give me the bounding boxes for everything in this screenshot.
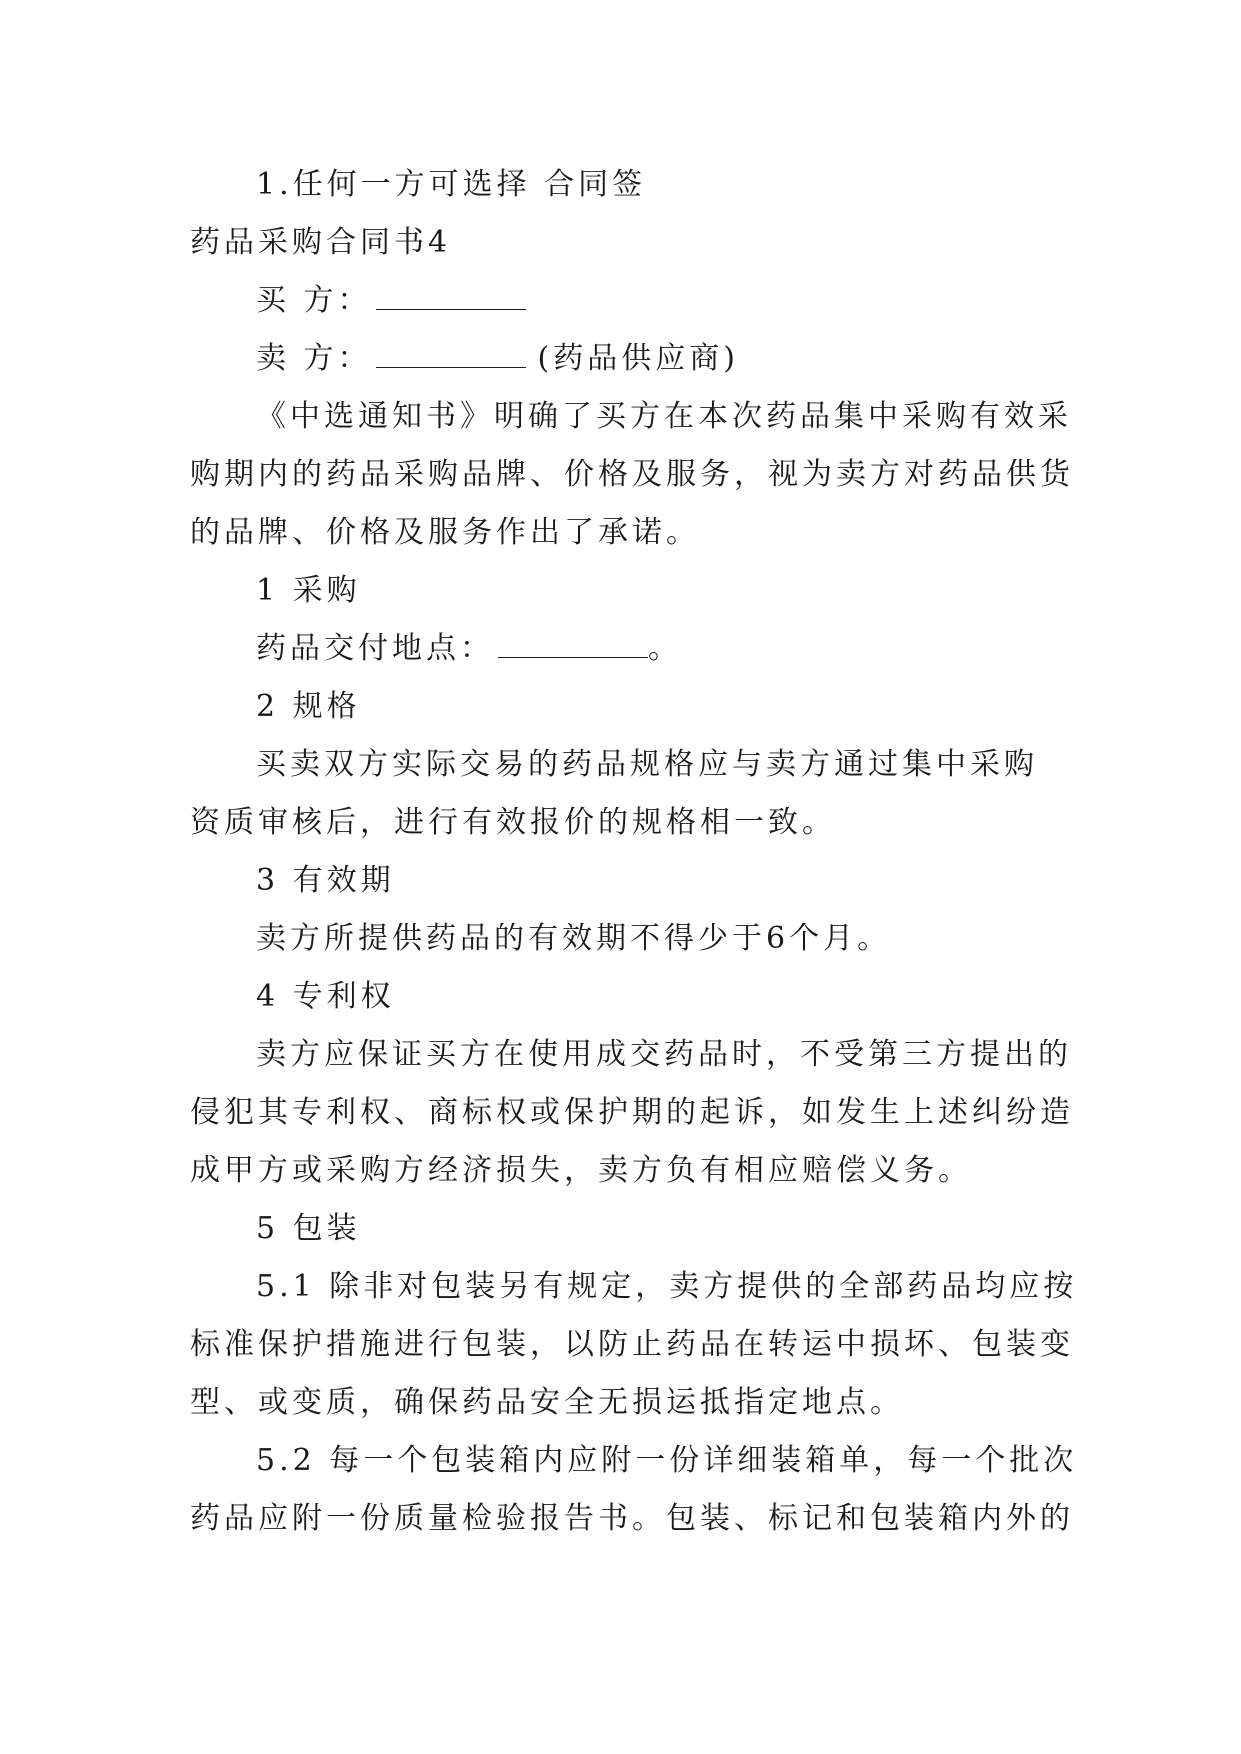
paragraph-line: 资质审核后，进行有效报价的规格相一致。	[190, 805, 836, 840]
paragraph-line: 买卖双方实际交易的药品规格应与卖方通过集中采购	[256, 747, 1038, 782]
paragraph-line: 成甲方或采购方经济损失，卖方负有相应赔偿义务。	[190, 1153, 972, 1188]
delivery-row	[256, 629, 682, 669]
buyer-row	[256, 281, 538, 321]
paragraph-line: 标准保护措施进行包装，以防止药品在转运中损坏、包装变	[190, 1327, 1074, 1362]
seller-row	[256, 339, 739, 379]
paragraph-line: 购期内的药品采购品牌、价格及服务，视为卖方对药品供货	[190, 457, 1074, 492]
buyer-blank-field	[376, 285, 526, 310]
section-heading: 5 包装	[256, 1211, 361, 1246]
section-heading: 2 规格	[256, 689, 361, 724]
paragraph-line: 5.2 每一个包装箱内应附一份详细装箱单，每一个批次	[256, 1443, 1078, 1478]
paragraph-line: 卖方应保证买方在使用成交药品时，不受第三方提出的	[256, 1037, 1072, 1072]
paragraph-line: 5.1 除非对包装另有规定，卖方提供的全部药品均应按	[256, 1269, 1078, 1304]
buyer-label: 买 方：	[256, 283, 372, 318]
delivery-label: 药品交付地点：	[256, 631, 494, 666]
delivery-blank-field	[498, 633, 648, 658]
section-heading: 1 采购	[256, 573, 361, 608]
seller-blank-field	[376, 343, 526, 368]
seller-label: 卖 方：	[256, 341, 372, 376]
seller-suffix: (药品供应商)	[537, 341, 739, 376]
section-heading: 3 有效期	[256, 863, 395, 898]
paragraph-line: 型、或变质，确保药品安全无损运抵指定地点。	[190, 1385, 904, 1420]
section-heading: 4 专利权	[256, 979, 395, 1014]
paragraph-line: 药品应附一份质量检验报告书。包装、标记和包装箱内外的	[190, 1501, 1074, 1536]
clause-fragment: 1.任何一方可选择 合同签	[256, 167, 647, 202]
paragraph-line: 卖方所提供药品的有效期不得少于6个月。	[256, 921, 892, 956]
document-title: 药品采购合同书4	[190, 225, 452, 260]
paragraph-line: 的品牌、价格及服务作出了承诺。	[190, 515, 700, 550]
delivery-end: 。	[648, 631, 682, 666]
paragraph-line: 侵犯其专利权、商标权或保护期的起诉，如发生上述纠纷造	[190, 1095, 1074, 1130]
paragraph-line: 《中选通知书》明确了买方在本次药品集中采购有效采	[256, 399, 1072, 434]
